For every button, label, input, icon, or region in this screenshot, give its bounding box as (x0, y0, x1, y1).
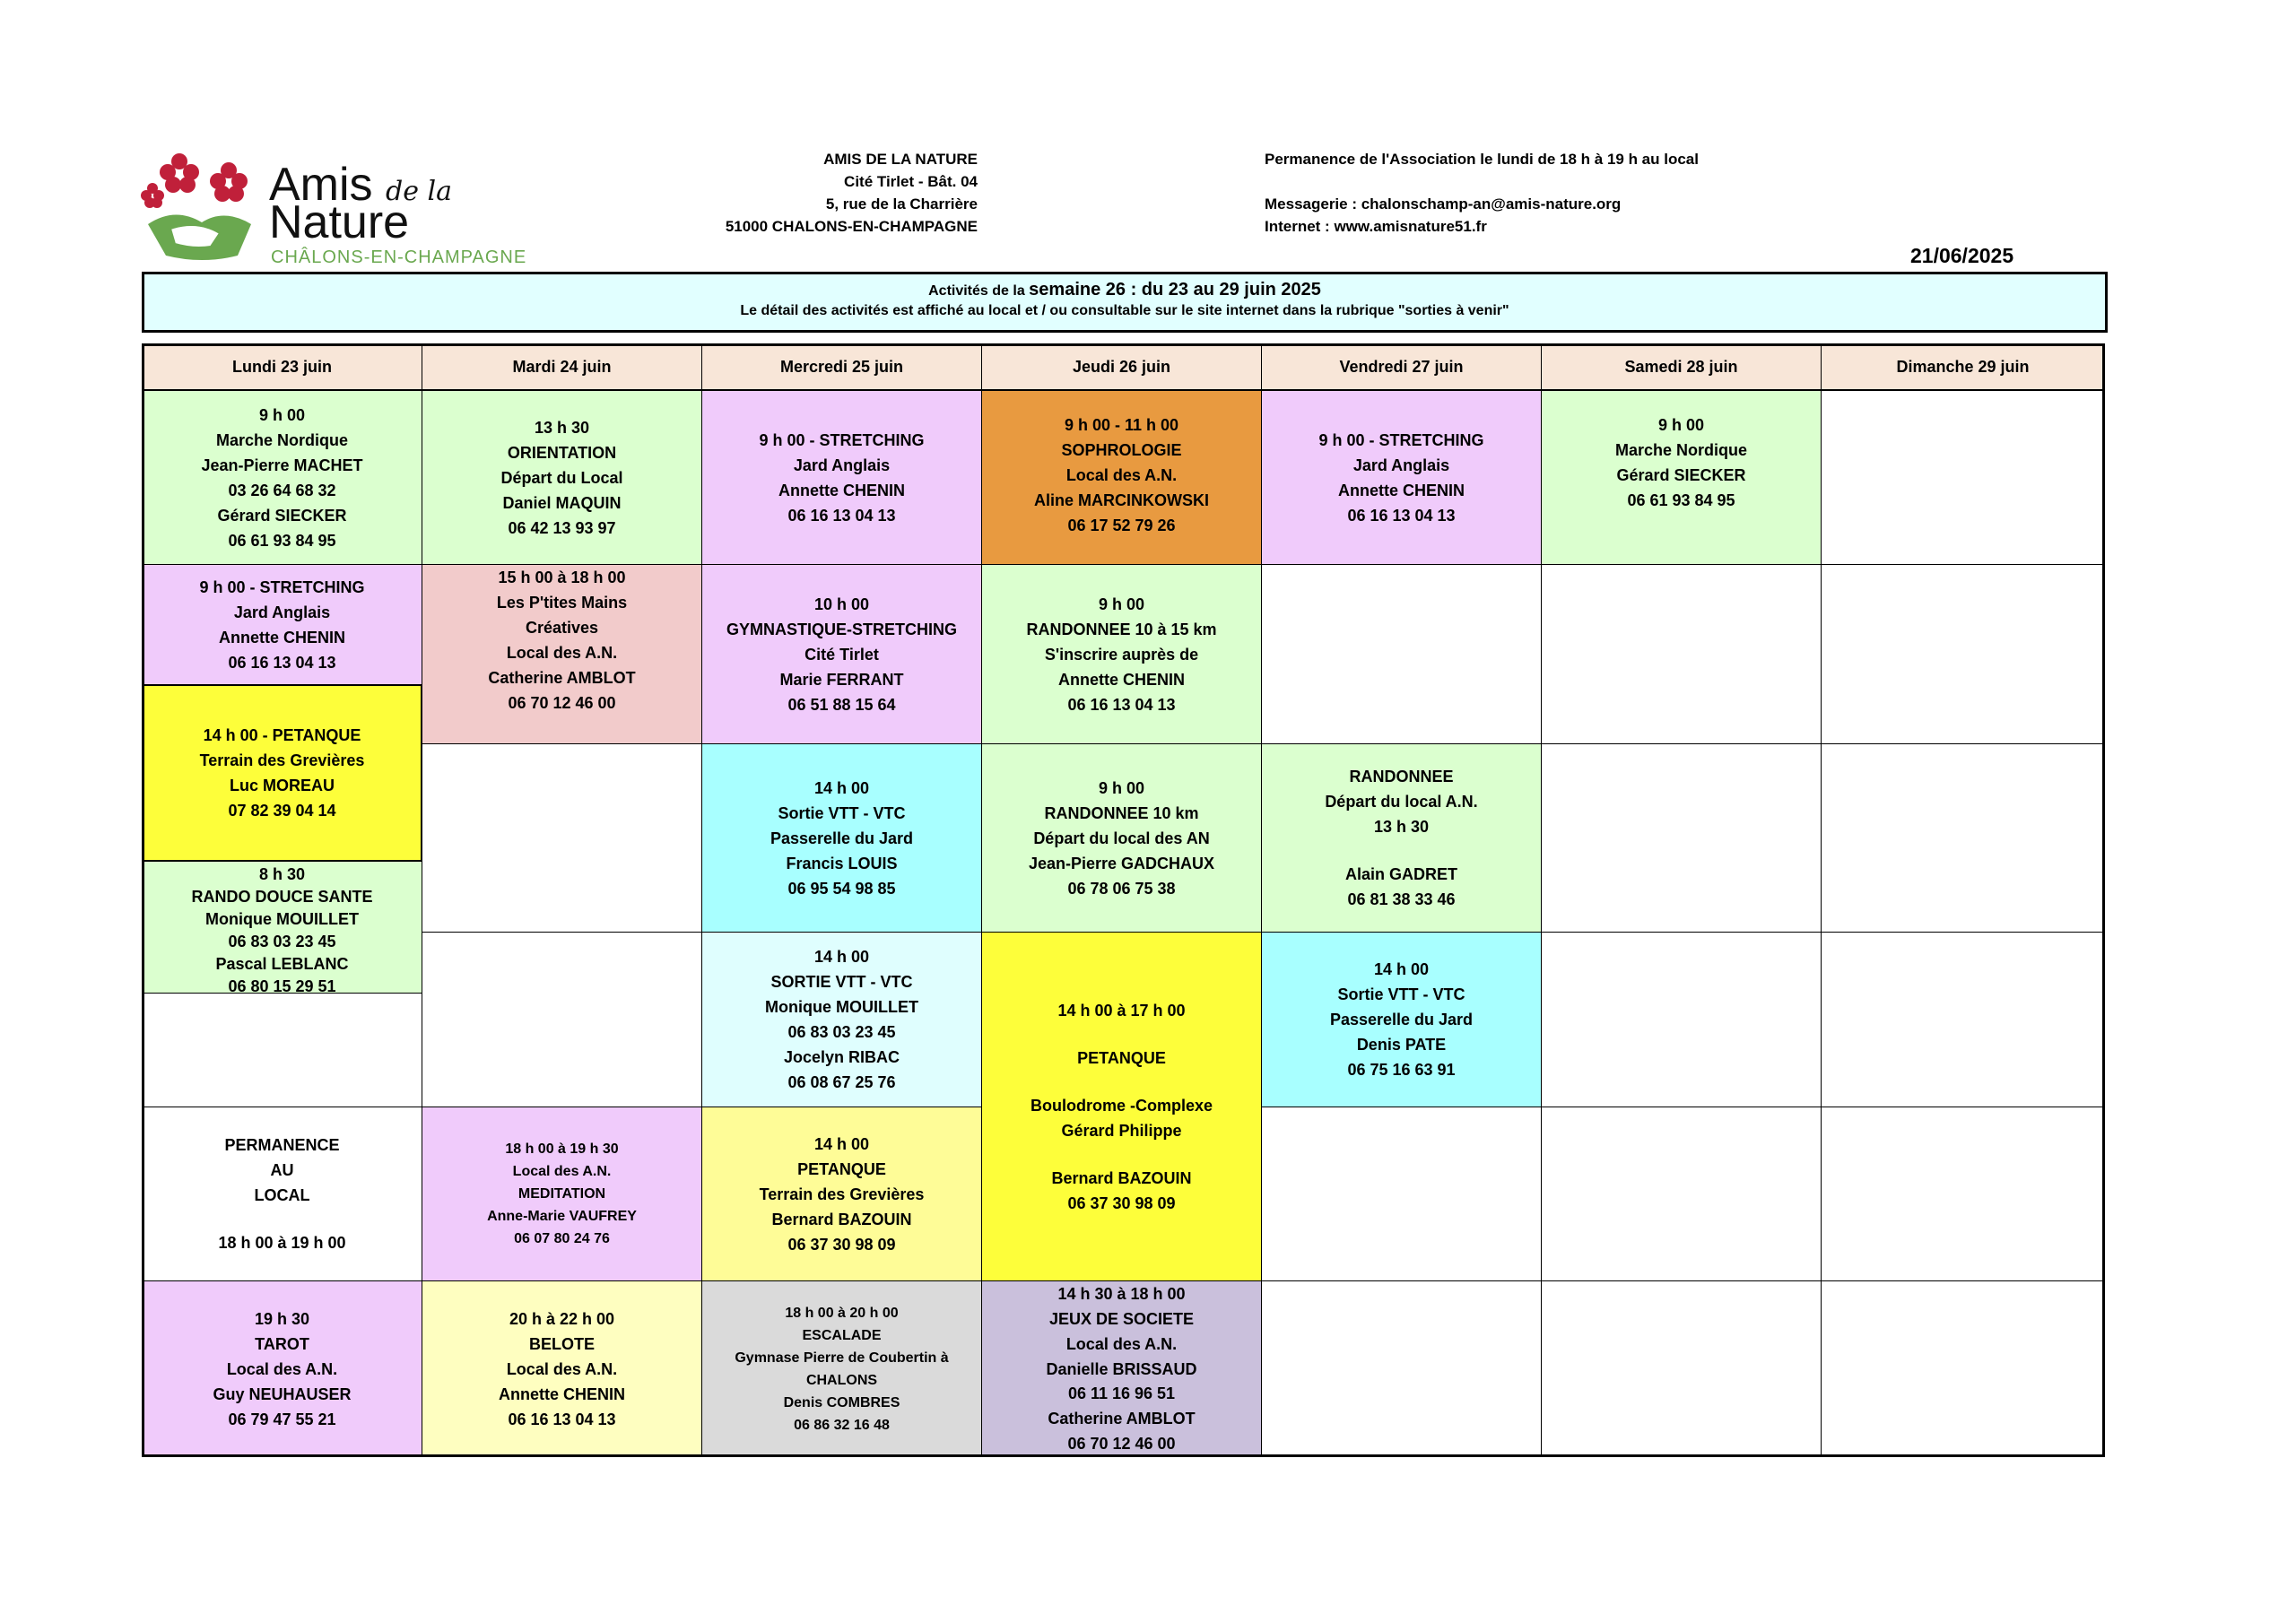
email-info: Messagerie : chalonschamp-an@amis-nature.org (1265, 195, 1622, 213)
activity-cell (142, 390, 422, 565)
empty-cell (422, 743, 702, 933)
activity-line: RANDONNEE 10 km (1044, 803, 1199, 822)
day-header-friday: Vendredi 27 juin (1261, 343, 1542, 390)
website-info: Internet : www.amisnature51.fr (1265, 218, 1487, 235)
activity-line: Guy NEUHAUSER (213, 1384, 352, 1403)
permanence-info: Permanence de l'Association le lundi de 18 h à 19 h au local (1265, 151, 1699, 168)
activity-line: SOPHROLOGIE (1061, 441, 1182, 459)
activity-line: 13 h 30 (1373, 818, 1430, 836)
activity-line: 06 16 13 04 13 (1347, 506, 1456, 525)
activity-line: Annette CHENIN (218, 628, 345, 647)
activity-cell (1261, 390, 1542, 565)
day-header-tuesday: Mardi 24 juin (422, 343, 702, 390)
activity-line: 06 08 67 25 76 (787, 1073, 896, 1091)
activity-line: 06 11 16 96 51 (1067, 1384, 1176, 1403)
activity-cell (142, 564, 422, 685)
activity-line: PETANQUE (797, 1159, 886, 1178)
activity-line: Jocelyn RIBAC (783, 1048, 900, 1066)
activity-line: 06 61 93 84 95 (228, 531, 336, 550)
activity-cell (701, 1107, 982, 1281)
activity-line: Monique MOUILLET (765, 998, 918, 1016)
activity-line: Jard Anglais (233, 603, 331, 621)
activity-line: 19 h 30 (254, 1309, 310, 1328)
activity-cell (981, 1280, 1262, 1457)
address-line: Cité Tirlet - Bât. 04 (844, 173, 978, 190)
activity-line: Jean-Pierre MACHET (201, 456, 363, 474)
address-line: 5, rue de la Charrière (825, 195, 978, 213)
activity-line: Gymnase Pierre de Coubertin à (735, 1350, 949, 1366)
activity-line: 06 70 12 46 00 (508, 694, 616, 712)
activity-line: 14 h 00 (813, 948, 870, 966)
document-date: 21/06/2025 (1910, 244, 2014, 267)
activity-line: GYMNASTIQUE-STRETCHING (726, 620, 957, 638)
activity-line: 06 51 88 15 64 (787, 695, 896, 714)
activity-line: PETANQUE (1077, 1048, 1166, 1067)
activity-line: 06 16 13 04 13 (787, 506, 896, 525)
activity-line: 15 h 00 à 18 h 00 (498, 568, 626, 586)
activity-line: Local des A.N. (1065, 466, 1178, 484)
activity-line: 06 83 03 23 45 (228, 933, 336, 950)
activity-line: TAROT (255, 1334, 309, 1353)
activity-line: 10 h 00 (813, 595, 870, 613)
activity-line: Luc MOREAU (230, 777, 335, 794)
activity-line: ESCALADE (802, 1327, 882, 1343)
activity-line: Local des A.N. (226, 1359, 338, 1378)
activity-line: 06 83 03 23 45 (787, 1023, 896, 1041)
activity-line: Francis LOUIS (786, 854, 898, 872)
empty-cell (142, 993, 422, 1107)
activity-line: 07 82 39 04 14 (228, 802, 336, 820)
activity-line: Terrain des Grevières (759, 1185, 925, 1203)
association-address (628, 148, 978, 238)
day-header-saturday: Samedi 28 juin (1541, 343, 1822, 390)
activity-line: 06 37 30 98 09 (1067, 1193, 1176, 1212)
activity-line: 03 26 64 68 32 (228, 481, 336, 499)
activity-line: 18 h 00 à 20 h 00 (785, 1305, 899, 1321)
activity-line: ORIENTATION (507, 443, 617, 462)
activity-line: Local des A.N. (512, 1164, 612, 1179)
activity-line: Local des A.N. (506, 644, 618, 662)
activity-cell (422, 1280, 702, 1457)
activity-line: Gérard SIECKER (217, 506, 347, 525)
activity-line: AU (270, 1161, 294, 1179)
activity-line: 9 h 00 - STRETCHING (199, 577, 365, 596)
schedule-grid (142, 343, 2105, 1457)
banner-prefix: Activités de la (928, 283, 1025, 299)
activity-line: 14 h 00 (813, 778, 870, 797)
activity-line: Annette CHENIN (1337, 481, 1465, 499)
empty-cell (1821, 564, 2105, 744)
activity-line: 06 81 38 33 46 (1347, 890, 1456, 908)
empty-cell (1541, 1280, 1822, 1457)
activity-cell (701, 564, 982, 744)
activity-line: 18 h 00 à 19 h 00 (218, 1234, 346, 1252)
address-line: AMIS DE LA NATURE (823, 151, 978, 168)
empty-cell (1261, 1107, 1542, 1281)
activity-cell (422, 390, 702, 565)
activity-line: Jard Anglais (1352, 456, 1450, 474)
flower-hands-icon (139, 143, 274, 269)
logo-text-nature: Nature (269, 196, 410, 248)
activity-line: Marche Nordique (215, 430, 349, 449)
activity-cell (422, 564, 702, 744)
empty-cell (422, 932, 702, 1107)
activity-line: 9 h 00 (258, 405, 306, 424)
activity-line: Annette CHENIN (778, 481, 905, 499)
empty-cell (1261, 1280, 1542, 1457)
empty-cell (1261, 564, 1542, 744)
day-header-wednesday: Mercredi 25 juin (701, 343, 982, 390)
empty-cell (1541, 1107, 1822, 1281)
activity-line: Jean-Pierre GADCHAUX (1028, 854, 1215, 872)
activity-line: Départ du local A.N. (1325, 793, 1478, 811)
activity-cell (981, 743, 1262, 933)
activity-line: 14 h 30 à 18 h 00 (1057, 1285, 1186, 1303)
activity-cell (1261, 932, 1542, 1107)
activity-line: 14 h 00 (813, 1134, 870, 1153)
activity-cell (142, 1280, 422, 1457)
activity-cell (142, 684, 422, 862)
activity-line: 14 h 00 - PETANQUE (203, 726, 361, 744)
activity-line: 9 h 00 - STRETCHING (1318, 430, 1484, 449)
activity-line: Boulodrome -Complexe (1030, 1096, 1213, 1115)
day-header-thursday: Jeudi 26 juin (981, 343, 1262, 390)
activity-line: RANDONNEE 10 à 15 km (1026, 620, 1217, 638)
activity-line: 06 79 47 55 21 (228, 1410, 336, 1428)
activity-line: PERMANENCE (224, 1136, 340, 1154)
activity-line: RANDO DOUCE SANTE (191, 888, 373, 906)
activity-line: Annette CHENIN (1057, 670, 1185, 689)
day-header-monday: Lundi 23 juin (142, 343, 422, 390)
activity-line: Terrain des Grevières (199, 751, 365, 769)
activity-cell (701, 390, 982, 565)
activity-line: 06 16 13 04 13 (1067, 695, 1176, 714)
activity-line: Jard Anglais (793, 456, 891, 474)
activity-cell (701, 932, 982, 1107)
activity-line: Sortie VTT - VTC (778, 803, 906, 822)
activity-line: Gérard Philippe (1061, 1121, 1182, 1140)
activity-line: Sortie VTT - VTC (1337, 985, 1465, 1003)
activity-cell (701, 1280, 982, 1457)
banner-detail: Le détail des activités est affiché au local et / ou consultable sur le site internet dans la rubrique "sorties à venir" (740, 303, 1509, 318)
address-line: 51000 CHALONS-EN-CHAMPAGNE (725, 218, 978, 235)
activity-line: Denis COMBRES (783, 1394, 900, 1410)
empty-cell (1821, 743, 2105, 933)
activity-line: 18 h 00 à 19 h 30 (505, 1141, 619, 1157)
activity-line: Pascal LEBLANC (215, 955, 349, 973)
activity-cell (142, 861, 422, 994)
activity-line: 06 17 52 79 26 (1067, 516, 1176, 534)
activity-line: 14 h 00 à 17 h 00 (1057, 1001, 1186, 1020)
activity-line: BELOTE (528, 1334, 595, 1353)
activity-line: Marche Nordique (1614, 441, 1748, 459)
activity-line: 06 61 93 84 95 (1627, 491, 1735, 509)
activity-line: Départ du local des AN (1033, 829, 1210, 847)
logo-text-amis: Amis de la (269, 159, 452, 211)
activity-line: RANDONNEE (1349, 768, 1454, 785)
activity-line: SORTIE VTT - VTC (770, 973, 913, 991)
empty-cell (1541, 932, 1822, 1107)
activity-line: Daniel MAQUIN (502, 493, 622, 512)
activity-line: 06 70 12 46 00 (1067, 1435, 1176, 1454)
empty-cell (1821, 1280, 2105, 1457)
activity-line: Alain GADRET (1344, 865, 1457, 883)
activity-cell (981, 390, 1262, 565)
activity-line: 8 h 30 (258, 865, 306, 883)
activity-line: Anne-Marie VAUFREY (487, 1209, 637, 1224)
activity-cell (142, 1107, 422, 1281)
activity-line: Danielle BRISSAUD (1046, 1359, 1197, 1378)
activity-line: Cité Tirlet (804, 645, 879, 664)
activity-line: Local des A.N. (1065, 1334, 1178, 1353)
day-header-sunday: Dimanche 29 juin (1821, 343, 2105, 390)
activity-line: 9 h 00 (1098, 778, 1145, 797)
activity-line: JEUX DE SOCIETE (1048, 1309, 1195, 1328)
activity-line: 06 16 13 04 13 (228, 653, 336, 672)
activity-line: 06 86 32 16 48 (794, 1417, 890, 1433)
activity-line: 06 07 80 24 76 (514, 1231, 610, 1246)
activity-line: 9 h 00 (1657, 416, 1705, 434)
empty-cell (1541, 743, 1822, 933)
activity-line: 06 75 16 63 91 (1347, 1061, 1456, 1079)
activity-line: 06 78 06 75 38 (1067, 879, 1176, 898)
banner-week: semaine 26 : du 23 au 29 juin 2025 (1029, 280, 1321, 299)
empty-cell (1821, 932, 2105, 1107)
activity-line: 06 37 30 98 09 (787, 1235, 896, 1254)
activity-line: 14 h 00 (1373, 960, 1430, 978)
activity-line: Passerelle du Jard (770, 829, 914, 847)
activity-line: Passerelle du Jard (1329, 1011, 1474, 1028)
activity-line: LOCAL (254, 1186, 310, 1204)
activity-line: Catherine AMBLOT (488, 669, 636, 687)
activity-line: 06 95 54 98 85 (787, 879, 896, 898)
empty-cell (1821, 390, 2105, 565)
activity-cell (422, 1107, 702, 1281)
activity-line: S'inscrire auprès de (1044, 645, 1199, 664)
activity-line: Aline MARCINKOWSKI (1034, 491, 1209, 509)
activity-line: 06 16 13 04 13 (508, 1410, 616, 1428)
activity-cell (1541, 390, 1822, 565)
activity-cell (701, 743, 982, 933)
activity-cell (1261, 743, 1542, 933)
activity-line: Denis PATE (1356, 1036, 1447, 1054)
activity-line: Marie FERRANT (779, 670, 904, 689)
activity-line: 9 h 00 - STRETCHING (759, 430, 925, 449)
activity-line: Créatives (525, 619, 599, 637)
activity-line: Annette CHENIN (498, 1384, 625, 1403)
activity-line: Monique MOUILLET (205, 910, 359, 928)
activity-line: CHALONS (805, 1372, 878, 1388)
activity-line: 20 h à 22 h 00 (509, 1309, 615, 1328)
activity-line: 9 h 00 (1098, 595, 1145, 613)
association-info (1265, 148, 1892, 238)
activity-cell (981, 932, 1262, 1281)
activity-line: Bernard BAZOUIN (1051, 1168, 1192, 1187)
activity-line: 06 80 15 29 51 (228, 977, 336, 994)
activity-line: 9 h 00 - 11 h 00 (1064, 416, 1179, 434)
logo-text-city: CHÂLONS-EN-CHAMPAGNE (271, 247, 527, 267)
activity-line: Catherine AMBLOT (1048, 1410, 1196, 1428)
activity-line: 06 42 13 93 97 (508, 518, 616, 537)
activity-line: Local des A.N. (506, 1359, 618, 1378)
activity-line: Gérard SIECKER (1616, 466, 1746, 484)
activity-line: Départ du Local (500, 468, 623, 487)
empty-cell (1541, 564, 1822, 744)
week-banner (142, 272, 2108, 333)
activity-line: Les P'tites Mains (496, 594, 628, 612)
activity-line: Bernard BAZOUIN (771, 1210, 912, 1228)
empty-cell (1821, 1107, 2105, 1281)
activity-line: 13 h 30 (534, 418, 590, 437)
activity-line: MEDITATION (517, 1186, 606, 1202)
activity-cell (981, 564, 1262, 744)
